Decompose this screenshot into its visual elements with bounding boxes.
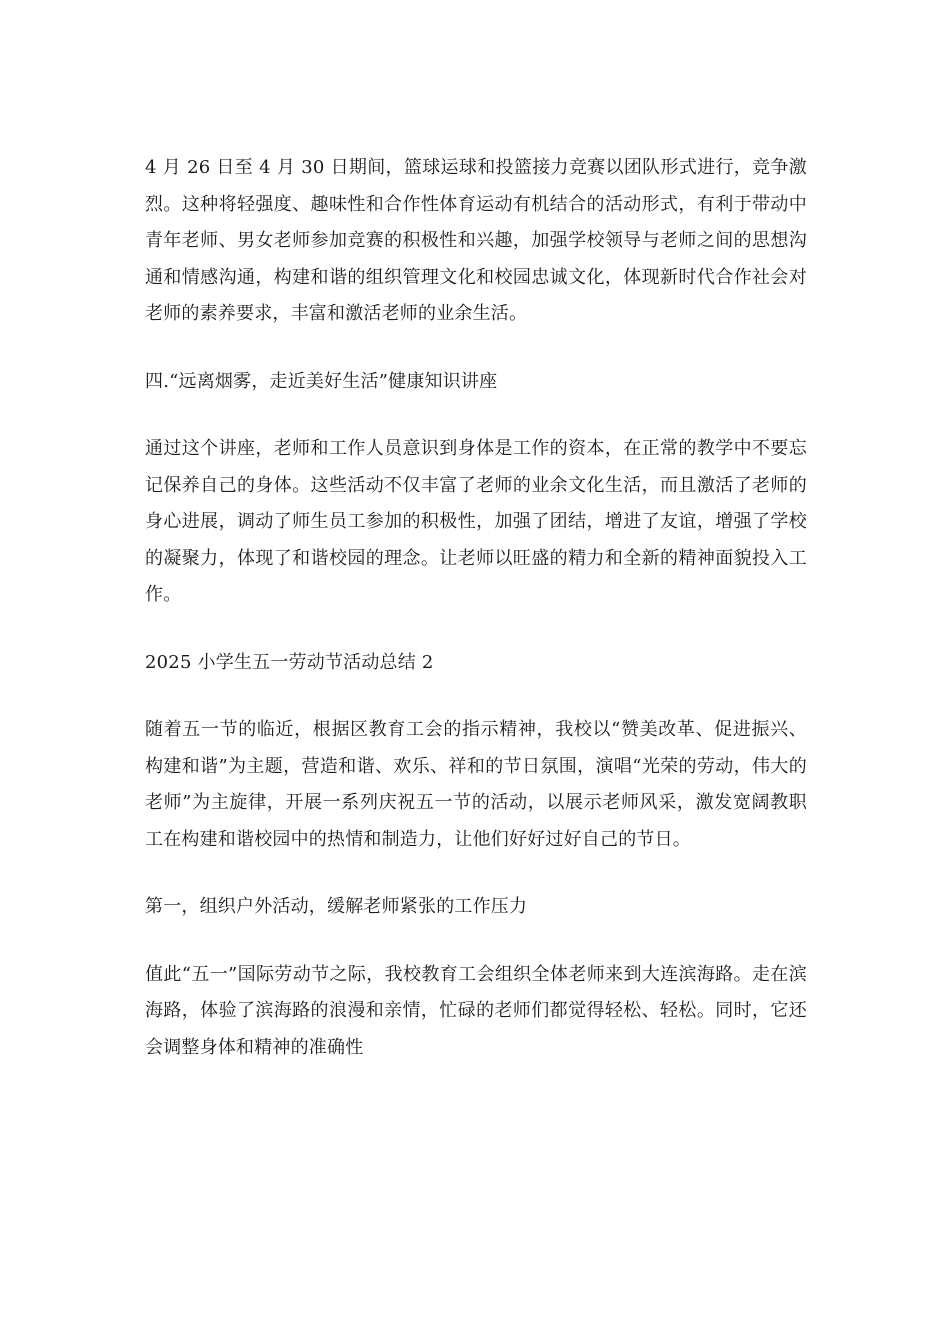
section-heading-summary-2: 2025 小学生五一劳动节活动总结 2 bbox=[145, 651, 434, 673]
section-heading-health-lecture: 四.“远离烟雾，走近美好生活”健康知识讲座 bbox=[145, 370, 498, 392]
section-heading-outdoor: 第一，组织户外活动，缓解老师紧张的工作压力 bbox=[145, 896, 528, 917]
document-body bbox=[145, 150, 807, 1066]
paragraph-outdoor: 值此“五一”国际劳动节之际，我校教育工会组织全体老师来到大连滨海路。走在滨海路，体验了滨海路的浪漫和亲情，忙碌的老师们都觉得轻松、轻松。同时，它还会调整身体和精神的准确性 bbox=[145, 963, 807, 1058]
paragraph-competition: 4 月 26 日至 4 月 30 日期间，篮球运球和投篮接力竞赛以团队形式进行，竞争激烈。这种将轻强度、趣味性和合作性体育运动有机结合的活动形式，有利于带动中青年老师、男女老师参加竞赛的积极性和兴趣，加强学校领导与老师之间的思想沟通和情感沟通，构建和谐的组织管理文化和校园忠诚文化，体现新时代合作社会对老师的素养要求，丰富和激活老师的业余生活。 bbox=[145, 157, 807, 324]
paragraph-lecture: 通过这个讲座，老师和工作人员意识到身体是工作的资本，在正常的教学中不要忘记保养自己的身体。这些活动不仅丰富了老师的业余文化生活，而且激活了老师的身心进展，调动了师生员工参加的积极性，加强了团结，增进了友谊，增强了学校的凝聚力，体现了和谐校园的理念。让老师以旺盛的精力和全新的精神面貌投入工作。 bbox=[145, 438, 807, 605]
paragraph-summary-intro: 随着五一节的临近，根据区教育工会的指示精神，我校以“赞美改革、促进振兴、构建和谐”为主题，营造和谐、欢乐、祥和的节日氛围，演唱“光荣的劳动，伟大的老师”为主旋律，开展一系列庆祝五一节的活动，以展示老师风采，激发宽阔教职工在构建和谐校园中的热情和制造力，让他们好好过好自己的节日。 bbox=[145, 719, 807, 850]
